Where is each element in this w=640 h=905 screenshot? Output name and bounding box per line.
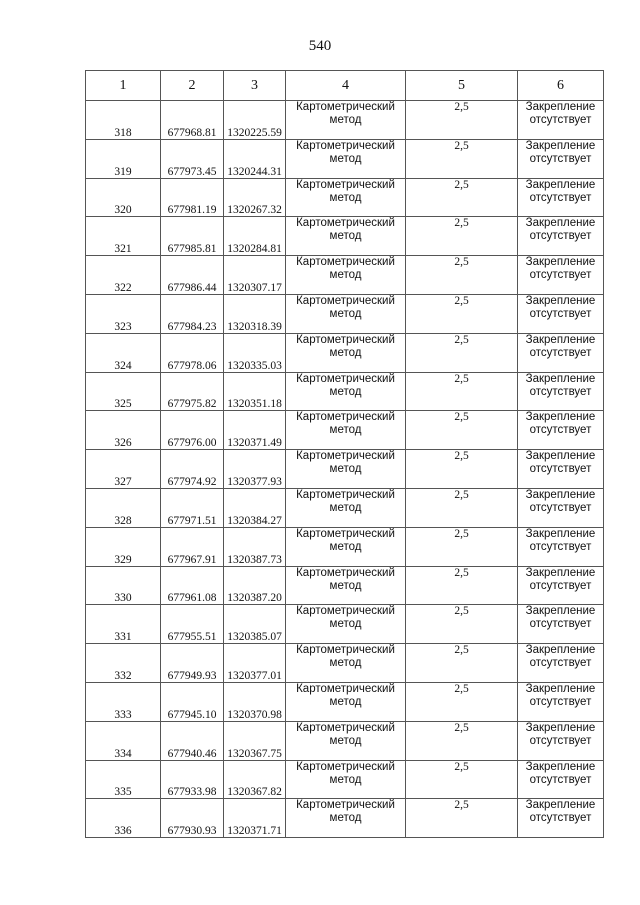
fixation-line-2: отсутствует xyxy=(529,579,592,592)
method-line-2: метод xyxy=(329,191,362,204)
y-coordinate-cell: 1320367.82 xyxy=(224,760,286,799)
method-cell xyxy=(286,799,406,838)
table-row xyxy=(86,605,604,644)
fixation-line-1: Закрепление xyxy=(525,605,596,618)
fixation-line-2: отсутствует xyxy=(529,230,592,243)
x-coordinate-cell: 677981.19 xyxy=(161,178,224,217)
fixation-cell xyxy=(518,799,604,838)
table-row xyxy=(86,527,604,566)
fixation-cell xyxy=(518,333,604,372)
table-row xyxy=(86,411,604,450)
method-line-1: Картометрический xyxy=(296,605,395,618)
error-cell: 2,5 xyxy=(406,411,518,450)
fixation-cell xyxy=(518,139,604,178)
y-coordinate-cell: 1320335.03 xyxy=(224,333,286,372)
fixation-line-1: Закрепление xyxy=(525,566,596,579)
point-number-cell: 333 xyxy=(86,682,161,721)
fixation-cell xyxy=(518,450,604,489)
error-cell: 2,5 xyxy=(406,178,518,217)
x-coordinate-cell: 677955.51 xyxy=(161,605,224,644)
method-cell xyxy=(286,178,406,217)
fixation-cell xyxy=(518,101,604,140)
y-coordinate-cell: 1320351.18 xyxy=(224,372,286,411)
x-coordinate-cell: 677949.93 xyxy=(161,644,224,683)
table-row xyxy=(86,372,604,411)
x-coordinate-cell: 677974.92 xyxy=(161,450,224,489)
y-coordinate-cell: 1320377.93 xyxy=(224,450,286,489)
y-coordinate-cell: 1320384.27 xyxy=(224,488,286,527)
method-cell xyxy=(286,605,406,644)
method-line-1: Картометрический xyxy=(296,527,395,540)
error-cell: 2,5 xyxy=(406,333,518,372)
y-coordinate-cell: 1320244.31 xyxy=(224,139,286,178)
point-number-cell: 325 xyxy=(86,372,161,411)
fixation-cell xyxy=(518,760,604,799)
method-line-2: метод xyxy=(329,734,362,747)
fixation-line-1: Закрепление xyxy=(525,101,596,113)
method-line-2: метод xyxy=(329,307,362,320)
fixation-cell xyxy=(518,294,604,333)
table-row xyxy=(86,566,604,605)
y-coordinate-cell: 1320267.32 xyxy=(224,178,286,217)
error-cell: 2,5 xyxy=(406,488,518,527)
fixation-cell xyxy=(518,411,604,450)
point-number-cell: 330 xyxy=(86,566,161,605)
method-line-1: Картометрический xyxy=(296,217,395,230)
fixation-cell xyxy=(518,566,604,605)
fixation-line-1: Закрепление xyxy=(525,178,596,191)
coordinates-table xyxy=(85,70,604,838)
fixation-cell xyxy=(518,256,604,295)
x-coordinate-cell: 677940.46 xyxy=(161,721,224,760)
method-line-1: Картометрический xyxy=(296,372,395,385)
method-cell xyxy=(286,450,406,489)
page-number: 540 xyxy=(308,38,332,54)
error-cell: 2,5 xyxy=(406,450,518,489)
y-coordinate-cell: 1320387.73 xyxy=(224,527,286,566)
method-line-2: метод xyxy=(329,579,362,592)
fixation-line-2: отсутствует xyxy=(529,540,592,553)
method-line-1: Картометрический xyxy=(296,294,395,307)
method-line-1: Картометрический xyxy=(296,760,395,773)
fixation-line-2: отсутствует xyxy=(529,501,592,514)
method-line-1: Картометрический xyxy=(296,256,395,269)
point-number-cell: 326 xyxy=(86,411,161,450)
fixation-cell xyxy=(518,605,604,644)
table-row xyxy=(86,294,604,333)
error-cell: 2,5 xyxy=(406,372,518,411)
table-row xyxy=(86,178,604,217)
method-cell xyxy=(286,294,406,333)
column-header: 5 xyxy=(406,71,518,101)
fixation-cell xyxy=(518,488,604,527)
error-cell: 2,5 xyxy=(406,682,518,721)
fixation-line-1: Закрепление xyxy=(525,139,596,152)
y-coordinate-cell: 1320367.75 xyxy=(224,721,286,760)
x-coordinate-cell: 677971.51 xyxy=(161,488,224,527)
fixation-line-1: Закрепление xyxy=(525,721,596,734)
error-cell: 2,5 xyxy=(406,605,518,644)
method-line-2: метод xyxy=(329,812,362,825)
fixation-line-2: отсутствует xyxy=(529,346,592,359)
fixation-cell xyxy=(518,527,604,566)
method-line-1: Картометрический xyxy=(296,566,395,579)
table-row xyxy=(86,760,604,799)
point-number-cell: 331 xyxy=(86,605,161,644)
fixation-line-1: Закрепление xyxy=(525,217,596,230)
fixation-cell xyxy=(518,721,604,760)
fixation-cell xyxy=(518,644,604,683)
fixation-line-1: Закрепление xyxy=(525,450,596,463)
error-cell: 2,5 xyxy=(406,256,518,295)
fixation-cell xyxy=(518,217,604,256)
table-header xyxy=(86,71,604,101)
fixation-line-2: отсутствует xyxy=(529,695,592,708)
fixation-line-1: Закрепление xyxy=(525,760,596,773)
point-number-cell: 332 xyxy=(86,644,161,683)
point-number-cell: 328 xyxy=(86,488,161,527)
y-coordinate-cell: 1320370.98 xyxy=(224,682,286,721)
method-cell xyxy=(286,372,406,411)
method-line-1: Картометрический xyxy=(296,450,395,463)
column-header: 4 xyxy=(286,71,406,101)
x-coordinate-cell: 677985.81 xyxy=(161,217,224,256)
fixation-cell xyxy=(518,372,604,411)
point-number-cell: 327 xyxy=(86,450,161,489)
method-cell xyxy=(286,217,406,256)
fixation-line-1: Закрепление xyxy=(525,256,596,269)
point-number-cell: 318 xyxy=(86,101,161,140)
point-number-cell: 323 xyxy=(86,294,161,333)
method-cell xyxy=(286,488,406,527)
method-line-2: метод xyxy=(329,114,362,126)
point-number-cell: 324 xyxy=(86,333,161,372)
method-cell xyxy=(286,256,406,295)
method-line-2: метод xyxy=(329,695,362,708)
error-cell: 2,5 xyxy=(406,527,518,566)
method-cell xyxy=(286,566,406,605)
method-cell xyxy=(286,721,406,760)
y-coordinate-cell: 1320371.71 xyxy=(224,799,286,838)
fixation-line-1: Закрепление xyxy=(525,488,596,501)
error-cell: 2,5 xyxy=(406,294,518,333)
point-number-cell: 322 xyxy=(86,256,161,295)
method-line-2: метод xyxy=(329,618,362,631)
table-row xyxy=(86,139,604,178)
point-number-cell: 336 xyxy=(86,799,161,838)
column-header: 2 xyxy=(161,71,224,101)
x-coordinate-cell: 677933.98 xyxy=(161,760,224,799)
method-line-2: метод xyxy=(329,773,362,786)
header-row xyxy=(86,71,604,101)
y-coordinate-cell: 1320377.01 xyxy=(224,644,286,683)
table-row xyxy=(86,217,604,256)
table-row xyxy=(86,256,604,295)
method-cell xyxy=(286,527,406,566)
method-line-2: метод xyxy=(329,230,362,243)
fixation-line-2: отсутствует xyxy=(529,114,592,126)
x-coordinate-cell: 677968.81 xyxy=(161,101,224,140)
fixation-line-1: Закрепление xyxy=(525,333,596,346)
method-line-2: метод xyxy=(329,424,362,437)
fixation-line-2: отсутствует xyxy=(529,307,592,320)
fixation-cell xyxy=(518,178,604,217)
table-row xyxy=(86,450,604,489)
table-row xyxy=(86,682,604,721)
y-coordinate-cell: 1320385.07 xyxy=(224,605,286,644)
fixation-line-2: отсутствует xyxy=(529,385,592,398)
method-cell xyxy=(286,411,406,450)
x-coordinate-cell: 677984.23 xyxy=(161,294,224,333)
method-cell xyxy=(286,101,406,140)
x-coordinate-cell: 677930.93 xyxy=(161,799,224,838)
method-line-2: метод xyxy=(329,657,362,670)
method-cell xyxy=(286,682,406,721)
method-line-1: Картометрический xyxy=(296,139,395,152)
point-number-cell: 329 xyxy=(86,527,161,566)
point-number-cell: 321 xyxy=(86,217,161,256)
x-coordinate-cell: 677945.10 xyxy=(161,682,224,721)
error-cell: 2,5 xyxy=(406,217,518,256)
column-header: 1 xyxy=(86,71,161,101)
fixation-line-1: Закрепление xyxy=(525,294,596,307)
error-cell: 2,5 xyxy=(406,721,518,760)
method-line-1: Картометрический xyxy=(296,644,395,657)
fixation-line-2: отсутствует xyxy=(529,152,592,165)
y-coordinate-cell: 1320284.81 xyxy=(224,217,286,256)
method-line-1: Картометрический xyxy=(296,799,395,812)
method-line-2: метод xyxy=(329,463,362,476)
y-coordinate-cell: 1320225.59 xyxy=(224,101,286,140)
method-line-2: метод xyxy=(329,385,362,398)
fixation-line-2: отсутствует xyxy=(529,618,592,631)
column-header: 6 xyxy=(518,71,604,101)
y-coordinate-cell: 1320371.49 xyxy=(224,411,286,450)
error-cell: 2,5 xyxy=(406,799,518,838)
fixation-line-1: Закрепление xyxy=(525,682,596,695)
error-cell: 2,5 xyxy=(406,101,518,140)
fixation-cell xyxy=(518,682,604,721)
point-number-cell: 334 xyxy=(86,721,161,760)
x-coordinate-cell: 677986.44 xyxy=(161,256,224,295)
fixation-line-1: Закрепление xyxy=(525,372,596,385)
method-line-1: Картометрический xyxy=(296,721,395,734)
method-line-1: Картометрический xyxy=(296,488,395,501)
x-coordinate-cell: 677961.08 xyxy=(161,566,224,605)
table-row xyxy=(86,644,604,683)
fixation-line-1: Закрепление xyxy=(525,527,596,540)
method-line-2: метод xyxy=(329,346,362,359)
table-row xyxy=(86,721,604,760)
table-row xyxy=(86,488,604,527)
fixation-line-1: Закрепление xyxy=(525,644,596,657)
x-coordinate-cell: 677978.06 xyxy=(161,333,224,372)
fixation-line-2: отсутствует xyxy=(529,773,592,786)
fixation-line-2: отсутствует xyxy=(529,657,592,670)
y-coordinate-cell: 1320318.39 xyxy=(224,294,286,333)
method-line-1: Картометрический xyxy=(296,333,395,346)
method-line-2: метод xyxy=(329,540,362,553)
table-row xyxy=(86,101,604,140)
method-cell xyxy=(286,333,406,372)
table-row xyxy=(86,799,604,838)
method-line-2: метод xyxy=(329,152,362,165)
column-header: 3 xyxy=(224,71,286,101)
x-coordinate-cell: 677975.82 xyxy=(161,372,224,411)
y-coordinate-cell: 1320387.20 xyxy=(224,566,286,605)
point-number-cell: 320 xyxy=(86,178,161,217)
fixation-line-1: Закрепление xyxy=(525,799,596,812)
x-coordinate-cell: 677973.45 xyxy=(161,139,224,178)
method-line-1: Картометрический xyxy=(296,178,395,191)
method-line-1: Картометрический xyxy=(296,411,395,424)
error-cell: 2,5 xyxy=(406,760,518,799)
error-cell: 2,5 xyxy=(406,566,518,605)
error-cell: 2,5 xyxy=(406,139,518,178)
fixation-line-2: отсутствует xyxy=(529,463,592,476)
y-coordinate-cell: 1320307.17 xyxy=(224,256,286,295)
method-line-1: Картометрический xyxy=(296,682,395,695)
method-cell xyxy=(286,644,406,683)
method-line-2: метод xyxy=(329,269,362,282)
x-coordinate-cell: 677967.91 xyxy=(161,527,224,566)
table-body xyxy=(86,101,604,838)
fixation-line-2: отсутствует xyxy=(529,424,592,437)
point-number-cell: 335 xyxy=(86,760,161,799)
fixation-line-2: отсутствует xyxy=(529,191,592,204)
fixation-line-2: отсутствует xyxy=(529,269,592,282)
method-cell xyxy=(286,760,406,799)
method-cell xyxy=(286,139,406,178)
fixation-line-2: отсутствует xyxy=(529,812,592,825)
error-cell: 2,5 xyxy=(406,644,518,683)
table-row xyxy=(86,333,604,372)
method-line-1: Картометрический xyxy=(296,101,395,113)
fixation-line-2: отсутствует xyxy=(529,734,592,747)
x-coordinate-cell: 677976.00 xyxy=(161,411,224,450)
point-number-cell: 319 xyxy=(86,139,161,178)
method-line-2: метод xyxy=(329,501,362,514)
fixation-line-1: Закрепление xyxy=(525,411,596,424)
